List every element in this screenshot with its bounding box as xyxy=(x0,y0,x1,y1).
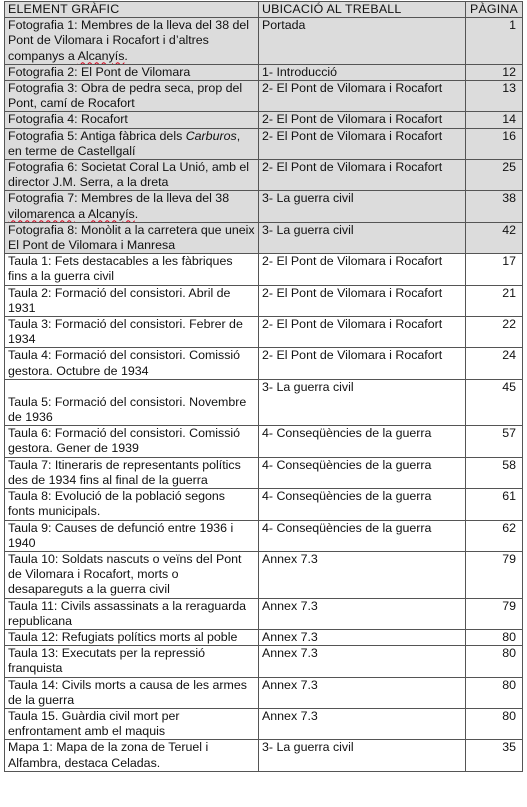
page-cell: 79 xyxy=(466,551,523,598)
location-cell: 2- El Pont de Vilomara i Rocafort xyxy=(259,348,466,379)
header-element: ELEMENT GRÀFIC xyxy=(5,2,259,18)
page-cell: 58 xyxy=(466,457,523,488)
element-cell: Taula 7: Itineraris de representants polítics des de 1934 fins al final de la guerra xyxy=(5,457,259,488)
element-cell: Fotografia 4: Rocafort xyxy=(5,112,259,128)
spellcheck-word: Alcanyís xyxy=(77,48,125,63)
location-cell: 3- La guerra civil xyxy=(259,222,466,253)
location-cell: Annex 7.3 xyxy=(259,646,466,677)
table-row xyxy=(5,457,523,488)
location-cell: Portada xyxy=(259,18,466,65)
element-cell: Taula 3: Formació del consistori. Febrer de 1934 xyxy=(5,317,259,348)
spellcheck-word: Alcanyís xyxy=(87,206,135,221)
location-cell: 3- La guerra civil xyxy=(259,191,466,222)
table-row xyxy=(5,81,523,112)
element-cell: Taula 5: Formació del consistori. Novembre de 1936 xyxy=(5,379,259,425)
element-cell: Fotografia 3: Obra de pedra seca, prop del Pont, camí de Rocafort xyxy=(5,81,259,112)
header-page: PÀGINA xyxy=(466,2,523,18)
location-cell: 2- El Pont de Vilomara i Rocafort xyxy=(259,160,466,191)
element-cell: Taula 9: Causes de defunció entre 1936 i 1940 xyxy=(5,520,259,551)
page-cell: 45 xyxy=(466,379,523,425)
table-row xyxy=(5,317,523,348)
table-row xyxy=(5,489,523,520)
table-row xyxy=(5,18,523,65)
element-cell: Fotografia 5: Antiga fàbrica dels Carburos, en terme de Castellgalí xyxy=(5,128,259,159)
page-cell: 57 xyxy=(466,426,523,457)
location-cell: 4- Conseqüències de la guerra xyxy=(259,426,466,457)
element-cell: Taula 10: Soldats nascuts o veïns del Pont de Vilomara i Rocafort, morts o desapareguts a la guerra civil xyxy=(5,551,259,598)
page-cell: 21 xyxy=(466,285,523,316)
element-cell: Taula 8: Evolució de la població segons fonts municipals. xyxy=(5,489,259,520)
element-cell: Fotografia 8: Monòlit a la carretera que uneix El Pont de Vilomara i Manresa xyxy=(5,222,259,253)
table-row xyxy=(5,520,523,551)
page-cell: 16 xyxy=(466,128,523,159)
page-cell: 80 xyxy=(466,708,523,739)
table-row xyxy=(5,348,523,379)
table-row xyxy=(5,128,523,159)
location-cell: 2- El Pont de Vilomara i Rocafort xyxy=(259,112,466,128)
location-cell: 2- El Pont de Vilomara i Rocafort xyxy=(259,285,466,316)
table-row xyxy=(5,222,523,253)
page-cell: 13 xyxy=(466,81,523,112)
location-cell: 2- El Pont de Vilomara i Rocafort xyxy=(259,254,466,285)
element-cell: Fotografia 2: El Pont de Vilomara xyxy=(5,64,259,80)
table-row xyxy=(5,740,523,771)
page-cell: 80 xyxy=(466,677,523,708)
location-cell: Annex 7.3 xyxy=(259,551,466,598)
location-cell: 1- Introducció xyxy=(259,64,466,80)
location-cell: 4- Conseqüències de la guerra xyxy=(259,457,466,488)
location-cell: Annex 7.3 xyxy=(259,708,466,739)
location-cell: Annex 7.3 xyxy=(259,677,466,708)
page-cell: 14 xyxy=(466,112,523,128)
location-cell: Annex 7.3 xyxy=(259,598,466,629)
element-cell: Taula 4: Formació del consistori. Comissió gestora. Octubre de 1934 xyxy=(5,348,259,379)
page-cell: 80 xyxy=(466,629,523,645)
element-cell: Taula 12: Refugiats polítics morts al poble xyxy=(5,629,259,645)
location-cell: Annex 7.3 xyxy=(259,629,466,645)
table-row xyxy=(5,112,523,128)
location-cell: 3- La guerra civil xyxy=(259,740,466,771)
page-cell: 79 xyxy=(466,598,523,629)
element-cell: Taula 13: Executats per la repressió franquista xyxy=(5,646,259,677)
page-cell: 22 xyxy=(466,317,523,348)
table-row xyxy=(5,677,523,708)
element-cell: Taula 14: Civils morts a causa de les armes de la guerra xyxy=(5,677,259,708)
element-cell: Taula 2: Formació del consistori. Abril de 1931 xyxy=(5,285,259,316)
table-row xyxy=(5,708,523,739)
spellcheck-word: vilomarenca xyxy=(8,206,75,221)
page-cell: 25 xyxy=(466,160,523,191)
table-row xyxy=(5,646,523,677)
element-cell: Taula 6: Formació del consistori. Comissió gestora. Gener de 1939 xyxy=(5,426,259,457)
location-cell: 2- El Pont de Vilomara i Rocafort xyxy=(259,317,466,348)
table-row xyxy=(5,629,523,645)
table-row xyxy=(5,254,523,285)
page-cell: 62 xyxy=(466,520,523,551)
table-row xyxy=(5,160,523,191)
element-cell: Taula 11: Civils assassinats a la reraguarda republicana xyxy=(5,598,259,629)
element-cell: Fotografia 1: Membres de la lleva del 38 del Pont de Vilomara i Rocafort i d’altres companys a Alcanyís. xyxy=(5,18,259,65)
location-cell: 2- El Pont de Vilomara i Rocafort xyxy=(259,81,466,112)
page-cell: 42 xyxy=(466,222,523,253)
table-row xyxy=(5,191,523,222)
header-location: UBICACIÓ AL TREBALL xyxy=(259,2,466,18)
table-row xyxy=(5,64,523,80)
table-header-row xyxy=(5,2,523,18)
location-cell: 4- Conseqüències de la guerra xyxy=(259,520,466,551)
page-cell: 24 xyxy=(466,348,523,379)
location-cell: 2- El Pont de Vilomara i Rocafort xyxy=(259,128,466,159)
table-row xyxy=(5,598,523,629)
page-cell: 38 xyxy=(466,191,523,222)
page-cell: 12 xyxy=(466,64,523,80)
page-cell: 80 xyxy=(466,646,523,677)
page-cell: 35 xyxy=(466,740,523,771)
table-row xyxy=(5,285,523,316)
table-row xyxy=(5,426,523,457)
page-cell: 61 xyxy=(466,489,523,520)
table-row xyxy=(5,379,523,425)
page-cell: 1 xyxy=(466,18,523,65)
location-cell: 4- Conseqüències de la guerra xyxy=(259,489,466,520)
element-cell: Taula 15. Guàrdia civil mort per enfrontament amb el maquis xyxy=(5,708,259,739)
element-cell: Mapa 1: Mapa de la zona de Teruel i Alfambra, destaca Celadas. xyxy=(5,740,259,771)
graphic-elements-table xyxy=(4,1,523,772)
element-cell: Taula 1: Fets destacables a les fàbriques fins a la guerra civil xyxy=(5,254,259,285)
element-cell: Fotografia 6: Societat Coral La Unió, amb el director J.M. Serra, a la dreta xyxy=(5,160,259,191)
element-cell: Fotografia 7: Membres de la lleva del 38 vilomarenca a Alcanyís. xyxy=(5,191,259,222)
table-row xyxy=(5,551,523,598)
location-cell: 3- La guerra civil xyxy=(259,379,466,425)
page-cell: 17 xyxy=(466,254,523,285)
